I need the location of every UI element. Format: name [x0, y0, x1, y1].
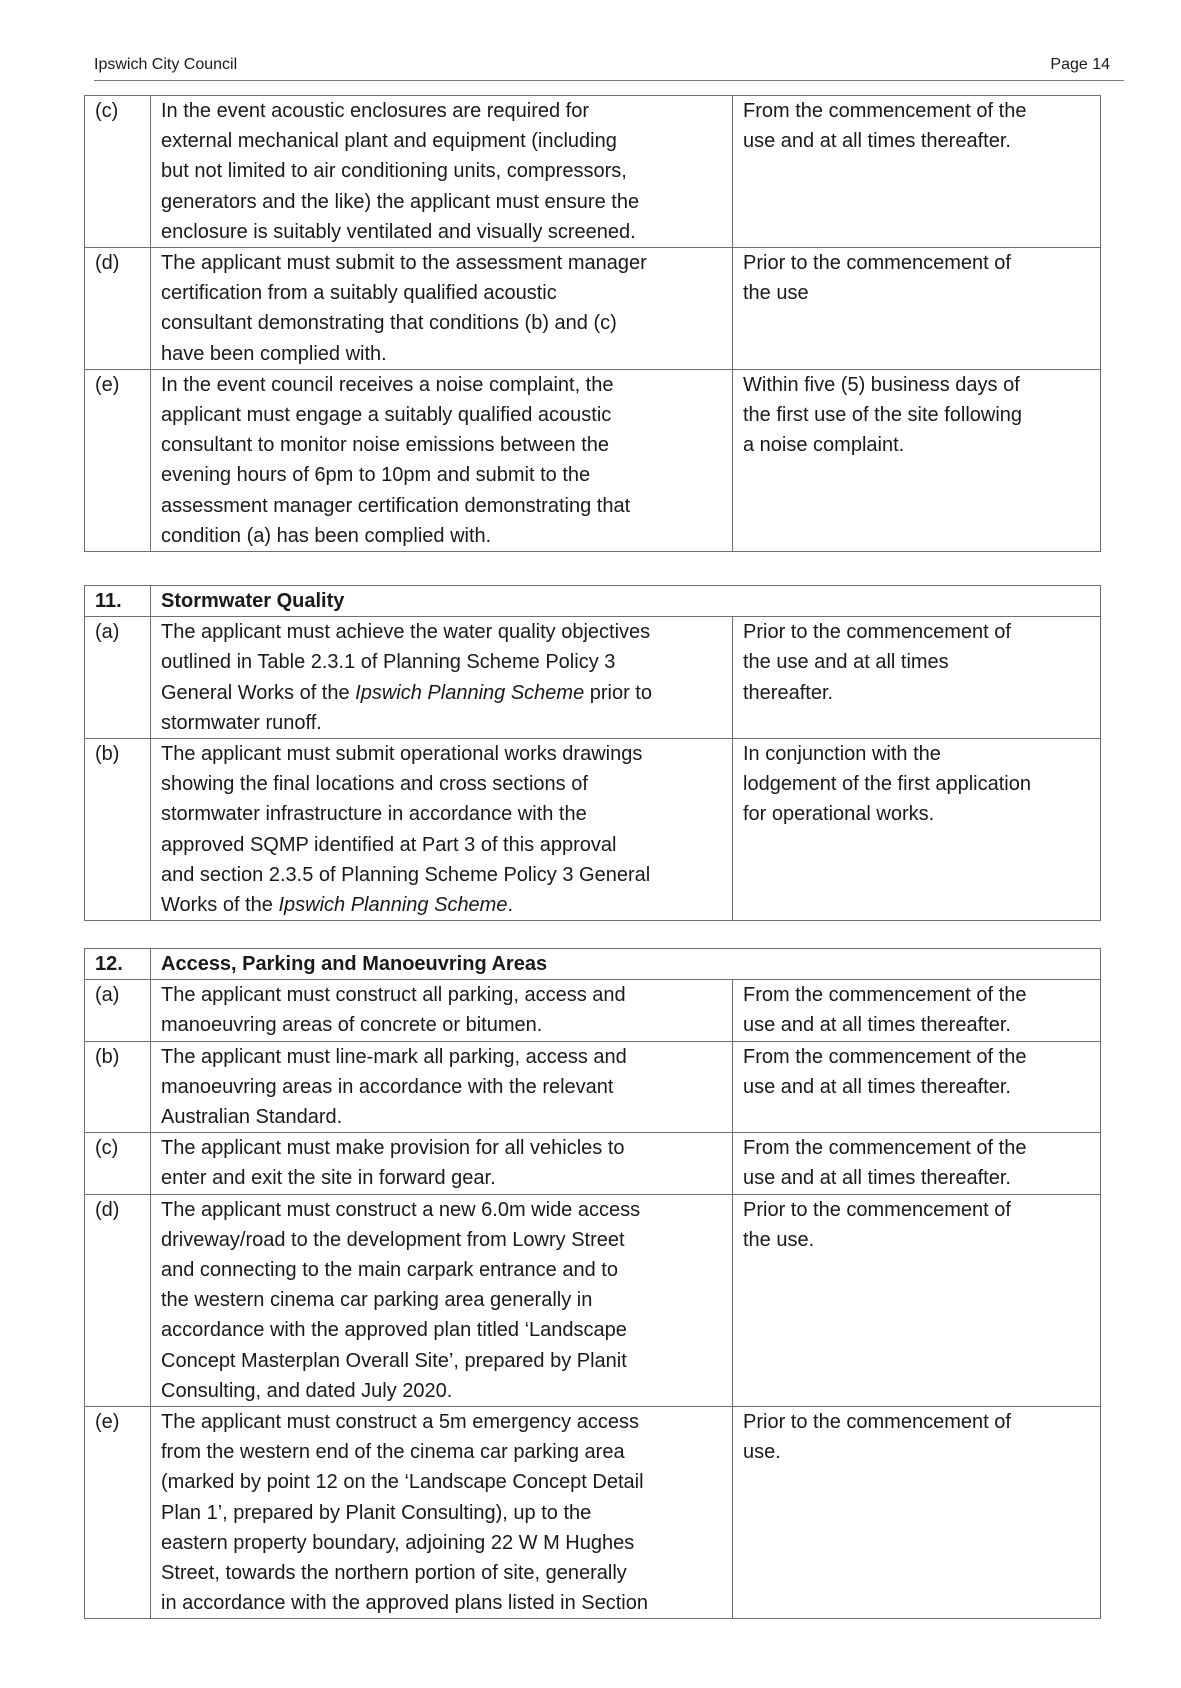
condition-text-line: but not limited to air conditioning units, compressors, — [161, 160, 627, 183]
condition-text — [151, 96, 733, 248]
condition-text-line: Australian Standard. — [161, 1106, 343, 1129]
condition-timing-line: use and at all times thereafter. — [743, 1014, 1011, 1037]
condition-timing-line: lodgement of the first application — [743, 773, 1031, 796]
condition-label: (b) — [85, 739, 151, 921]
condition-timing-line: use and at all times thereafter. — [743, 1167, 1011, 1190]
condition-row — [85, 617, 1101, 739]
condition-text-line: have been complied with. — [161, 342, 387, 365]
section-heading-row — [85, 949, 1101, 980]
section-heading-row — [85, 586, 1101, 617]
condition-text-line: The applicant must submit operational works drawings — [161, 743, 643, 766]
condition-timing-line: From the commencement of the — [743, 1045, 1027, 1068]
condition-text-line: Works of the Ipswich Planning Scheme. — [161, 894, 514, 917]
conditions-table-10-continued — [84, 95, 1101, 552]
condition-row — [85, 248, 1101, 370]
condition-timing-line: a noise complaint. — [743, 434, 905, 457]
condition-label: (e) — [85, 1407, 151, 1619]
condition-text-line: accordance with the approved plan titled ‘Landscape — [161, 1319, 627, 1342]
condition-timing-line: use and at all times thereafter. — [743, 1075, 1011, 1098]
condition-text-line: General Works of the Ipswich Planning Scheme prior to — [161, 681, 652, 704]
condition-text-line: enclosure is suitably ventilated and visually screened. — [161, 220, 636, 243]
condition-timing-line: Prior to the commencement of — [743, 1411, 1011, 1434]
condition-text-line: and section 2.3.5 of Planning Scheme Policy 3 General — [161, 863, 651, 886]
condition-text-line: consultant to monitor noise emissions between the — [161, 434, 610, 457]
condition-timing-line: Prior to the commencement of — [743, 621, 1011, 644]
condition-text — [151, 1407, 733, 1619]
condition-text-line: approved SQMP identified at Part 3 of this approval — [161, 833, 617, 856]
condition-text — [151, 1041, 733, 1133]
condition-text — [151, 1194, 733, 1406]
condition-timing-line: From the commencement of the — [743, 984, 1027, 1007]
condition-timing-line: Prior to the commencement of — [743, 252, 1011, 275]
condition-timing — [733, 1407, 1101, 1619]
section-number: 12. — [85, 949, 151, 980]
condition-text-line: The applicant must submit to the assessment manager — [161, 252, 647, 275]
condition-timing-line: the use — [743, 282, 809, 305]
condition-text-line: The applicant must construct a 5m emergency access — [161, 1411, 639, 1434]
condition-text — [151, 248, 733, 370]
condition-text — [151, 617, 733, 739]
organisation-name: Ipswich City Council — [94, 56, 238, 73]
condition-text-line: in accordance with the approved plans listed in Section — [161, 1592, 648, 1615]
condition-label: (b) — [85, 1041, 151, 1133]
condition-text-line: enter and exit the site in forward gear. — [161, 1167, 496, 1190]
condition-row — [85, 1041, 1101, 1133]
scheme-name-emphasis: Ipswich Planning Scheme — [355, 681, 585, 704]
condition-text — [151, 980, 733, 1041]
condition-timing-line: the first use of the site following — [743, 404, 1023, 427]
condition-text-line: The applicant must construct all parking, access and — [161, 984, 626, 1007]
condition-row — [85, 1133, 1101, 1194]
condition-text-line: manoeuvring areas in accordance with the relevant — [161, 1075, 614, 1098]
condition-text-line: and connecting to the main carpark entrance and to — [161, 1259, 618, 1282]
condition-text-line: assessment manager certification demonstrating that — [161, 494, 631, 517]
conditions-table-stormwater-quality — [84, 585, 1101, 921]
condition-text-line: eastern property boundary, adjoining 22 W M Hughes — [161, 1531, 635, 1554]
section-title: Stormwater Quality — [151, 586, 1101, 617]
scheme-name-emphasis: Ipswich Planning Scheme — [278, 894, 508, 917]
condition-text-line: Consulting, and dated July 2020. — [161, 1379, 453, 1402]
condition-timing-line: use and at all times thereafter. — [743, 130, 1011, 153]
condition-text-line: consultant demonstrating that conditions (b) and (c) — [161, 312, 617, 335]
condition-row — [85, 1407, 1101, 1619]
condition-text-line: The applicant must achieve the water quality objectives — [161, 621, 651, 644]
condition-text-line: The applicant must make provision for all vehicles to — [161, 1137, 625, 1160]
condition-timing-line: In conjunction with the — [743, 743, 941, 766]
condition-text-line: external mechanical plant and equipment (including — [161, 130, 617, 153]
condition-text-line: driveway/road to the development from Lowry Street — [161, 1228, 625, 1251]
condition-timing-line: From the commencement of the — [743, 1137, 1027, 1160]
condition-text-line: stormwater runoff. — [161, 711, 322, 734]
condition-timing — [733, 369, 1101, 551]
condition-timing — [733, 248, 1101, 370]
condition-row — [85, 96, 1101, 248]
condition-text-line: generators and the like) the applicant must ensure the — [161, 190, 640, 213]
condition-label: (c) — [85, 96, 151, 248]
condition-text-line: certification from a suitably qualified acoustic — [161, 282, 557, 305]
condition-timing-line: From the commencement of the — [743, 100, 1027, 122]
condition-timing — [733, 1133, 1101, 1194]
condition-timing — [733, 739, 1101, 921]
condition-row — [85, 1194, 1101, 1406]
condition-text-line: Street, towards the northern portion of site, generally — [161, 1562, 627, 1585]
condition-timing-line: use. — [743, 1441, 781, 1464]
condition-timing — [733, 980, 1101, 1041]
condition-text-line: In the event acoustic enclosures are required for — [161, 100, 590, 122]
condition-timing-line: Within five (5) business days of — [743, 373, 1020, 396]
condition-timing — [733, 96, 1101, 248]
conditions-table-access-parking — [84, 948, 1101, 1619]
condition-text-line: applicant must engage a suitably qualified acoustic — [161, 404, 612, 427]
condition-row — [85, 739, 1101, 921]
condition-text — [151, 369, 733, 551]
condition-text-line: The applicant must construct a new 6.0m wide access — [161, 1198, 641, 1221]
section-title: Access, Parking and Manoeuvring Areas — [151, 949, 1101, 980]
condition-text-line: Concept Masterplan Overall Site’, prepared by Planit — [161, 1349, 627, 1372]
condition-row — [85, 980, 1101, 1041]
condition-text — [151, 739, 733, 921]
condition-label: (d) — [85, 1194, 151, 1406]
condition-label: (c) — [85, 1133, 151, 1194]
section-number: 11. — [85, 586, 151, 617]
condition-text-line: stormwater infrastructure in accordance with the — [161, 803, 587, 826]
condition-text-line: Plan 1’, prepared by Planit Consulting), up to the — [161, 1501, 592, 1524]
condition-text-line: showing the final locations and cross sections of — [161, 773, 588, 796]
condition-text-line: the western cinema car parking area generally in — [161, 1289, 593, 1312]
page-header — [94, 54, 1124, 81]
condition-timing-line: the use. — [743, 1228, 815, 1251]
condition-text-line: outlined in Table 2.3.1 of Planning Scheme Policy 3 — [161, 651, 616, 674]
condition-timing — [733, 1041, 1101, 1133]
condition-text-line: condition (a) has been complied with. — [161, 524, 492, 547]
condition-text-line: evening hours of 6pm to 10pm and submit to the — [161, 464, 591, 487]
condition-text-line: (marked by point 12 on the ‘Landscape Concept Detail — [161, 1471, 644, 1494]
condition-label: (a) — [85, 980, 151, 1041]
condition-label: (e) — [85, 369, 151, 551]
condition-timing-line: for operational works. — [743, 803, 935, 826]
condition-label: (d) — [85, 248, 151, 370]
condition-text-line: The applicant must line-mark all parking, access and — [161, 1045, 627, 1068]
condition-text-line: manoeuvring areas of concrete or bitumen. — [161, 1014, 543, 1037]
condition-timing-line: Prior to the commencement of — [743, 1198, 1011, 1221]
condition-timing-line: the use and at all times — [743, 651, 949, 674]
condition-text-line: from the western end of the cinema car parking area — [161, 1441, 625, 1464]
condition-text-line: In the event council receives a noise complaint, the — [161, 373, 614, 396]
condition-text — [151, 1133, 733, 1194]
condition-timing — [733, 617, 1101, 739]
condition-timing — [733, 1194, 1101, 1406]
condition-label: (a) — [85, 617, 151, 739]
condition-timing-line: thereafter. — [743, 681, 834, 704]
condition-row — [85, 369, 1101, 551]
page-number: Page 14 — [1050, 56, 1110, 73]
